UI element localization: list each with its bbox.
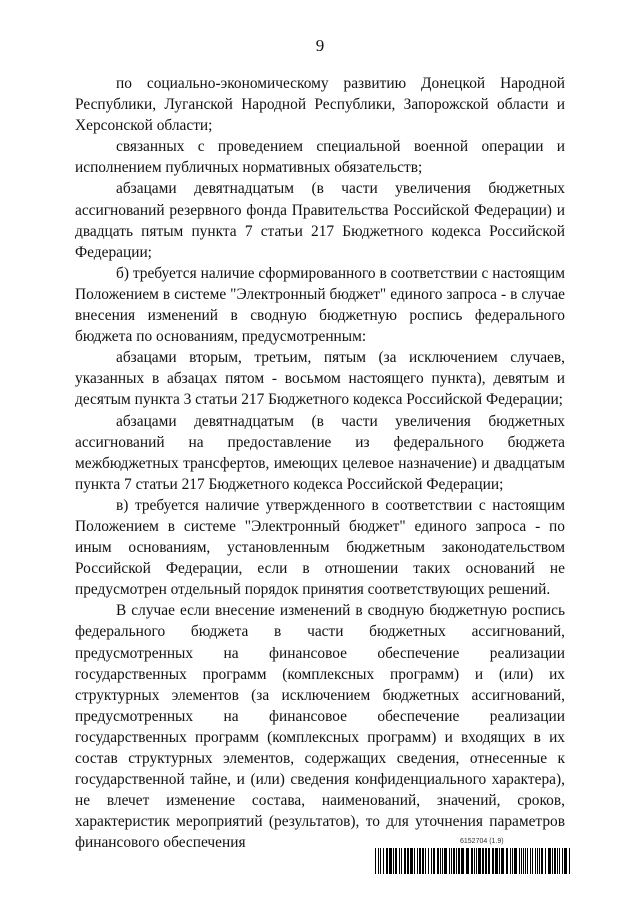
paragraph-4: б) требуется наличие сформированного в соответствии с настоящим Положением в системе "Электронный бюджет" единого запроса - в случае внесения изменений в сводную бюджетную роспись федерального бюджета по основаниям, предусмотренным:: [75, 264, 565, 346]
paragraph-2: связанных с проведением специальной военной операции и исполнением публичных нормативных обязательств;: [75, 138, 565, 177]
paragraph-7: в) требуется наличие утвержденного в соответствии с настоящим Положением в системе "Электронный бюджет" единого запроса - по иным основаниям, установленным бюджетным законодательством Российской Федерации, если в отношении таких оснований не предусмотрен отдельный порядок принятия соответствующих решений.: [75, 496, 565, 599]
paragraph-6: абзацами девятнадцатым (в части увеличения бюджетных ассигнований на предоставление из федерального бюджета межбюджетных трансфертов, имеющих целевое назначение) и двадцатым пункта 7 статьи 217 Бюджетного кодекса Российской Федерации;: [75, 412, 565, 493]
paragraph-5: абзацами вторым, третьим, пятым (за исключением случаев, указанных в абзацах пятом - восьмом настоящего пункта), девятым и десятым пункта 3 статьи 217 Бюджетного кодекса Российской Федерации;: [75, 349, 565, 409]
document-code: 6152704 (1.9): [460, 838, 504, 845]
paragraph-8: В случае если внесение изменений в сводную бюджетную роспись федерального бюджета в части бюджетных ассигнований, предусмотренных на финансовое обеспечение реализации государственных программ (комплексных программ) и (или) их структурных элементов (за исключением бюджетных ассигнований, предусмотренных на финансовое обеспечение реализации государственных программ (комплексных программ) и входящих в их состав структурных элементов, содержащих сведения, отнесенные к государственной тайне, и (или) сведения конфиденциального характера), не влечет изменение состава, наименований, значений, сроков, характеристик мероприятий (результатов), то для уточнения параметров финансового обеспечения: [75, 602, 565, 852]
paragraph-1: по социально-экономическому развитию Донецкой Народной Республики, Луганской Народной Республики, Запорожской области и Херсонской области;: [75, 75, 565, 135]
paragraph-3: абзацами девятнадцатым (в части увеличения бюджетных ассигнований резервного фонда Правительства Российской Федерации) и двадцать пятым пункта 7 статьи 217 Бюджетного кодекса Российской Федерации;: [75, 180, 565, 261]
barcode: [375, 848, 570, 874]
document-body: [75, 73, 565, 853]
page-number: 9: [315, 36, 325, 55]
